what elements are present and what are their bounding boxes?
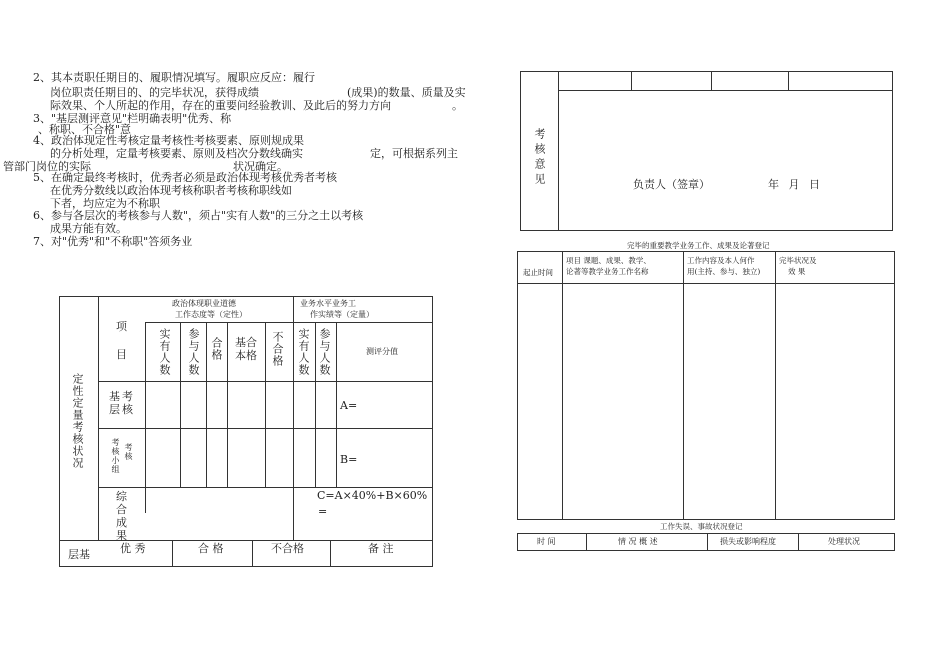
note-line-5b: 在优秀分数线以政治体现考核称职者考核称职线如 xyxy=(50,184,292,197)
note-line-2: 2、其本责职任期目的、履职情况填写。履职应反应：履行 xyxy=(33,71,315,84)
note-line-4e: 状况确定。 xyxy=(233,160,288,173)
col-fail: 不合格 xyxy=(271,331,284,367)
col-participate-2: 参与人数 xyxy=(318,328,331,376)
composite-formula-eq: = xyxy=(318,505,328,518)
note-line-2b: 岗位职责任期目的、的完毕状况，获得成绩 xyxy=(50,86,259,99)
work-col-role-1: 工作内容及本人何作 xyxy=(687,256,755,265)
row-composite-label: 综合成果 xyxy=(116,490,127,542)
row-group-label-1: 考核小组 xyxy=(111,438,120,474)
col-score: 测评分值 xyxy=(366,347,398,356)
note-line-6: 6、参与各层次的考核参与人数"，须占"实有人数"的三分之土以考核 xyxy=(33,209,364,222)
bottom-excellent: 优 秀 xyxy=(120,542,146,555)
note-line-5c: 下者，均应定为不称职 xyxy=(50,197,160,210)
work-col-status-1: 完毕状况及 xyxy=(779,256,817,265)
col-actual-2: 实有人数 xyxy=(297,328,310,376)
note-line-6b: 成果方能有效。 xyxy=(50,222,127,235)
col-participate: 参与人数 xyxy=(187,328,200,376)
note-line-4b: 的分析处理，定量考核要素、原则及档次分数线确实 xyxy=(50,147,303,160)
review-box-border xyxy=(520,71,893,231)
group-politics-header-2: 工作态度等（定性） xyxy=(175,310,247,319)
note-line-7: 7、对"优秀"和"不称职"答须务业 xyxy=(33,235,193,248)
row-grassroots-label-2: 考核 xyxy=(122,390,133,416)
work-col-status-2: 效 果 xyxy=(788,267,806,276)
side-title: 定性定量考核状况 xyxy=(71,373,84,469)
note-line-3b: 、称职、不合格"意 xyxy=(38,123,132,136)
item-label-2: 目 xyxy=(116,348,127,361)
col-basic-pass-1: 基合 xyxy=(235,336,257,349)
note-line-5: 5、在确定最终考核时，优秀者必须是政治体现考核优秀者考核 xyxy=(33,171,337,184)
errors-table-title: 工作失误、事故状况登记 xyxy=(660,522,743,531)
item-label-1: 项 xyxy=(116,320,127,333)
work-col-time: 起止时间 xyxy=(523,268,553,277)
note-line-4: 4、政治体现定性考核定量考核性考核要素、原则规成果 xyxy=(33,134,304,147)
row-group-label-2: 考核 xyxy=(124,443,133,461)
note-line-2c: (成果)的数量、质量及实 xyxy=(347,86,466,99)
bottom-remark: 备 注 xyxy=(368,542,394,555)
review-signature: 负责人（签章） xyxy=(633,178,710,191)
errors-col-desc: 情 况 概 述 xyxy=(618,537,658,546)
bottom-pass: 合 格 xyxy=(198,542,224,555)
errors-col-time: 时 间 xyxy=(537,537,556,546)
errors-col-loss: 损失或影响程度 xyxy=(720,537,776,546)
work-col-role-2: 用(主持、参与、独立) xyxy=(687,267,761,276)
group-politics-header-1: 政治体现职业道德 xyxy=(172,299,236,308)
row-grassroots-label-1: 基层 xyxy=(109,390,120,416)
review-date: 年 月 日 xyxy=(768,178,820,191)
group-perf-header-1: 业务水平业务工 xyxy=(300,299,356,308)
note-line-3: 3、"基层测评意见"栏明确表明"优秀、称 xyxy=(33,112,232,125)
review-label: 考核意见 xyxy=(533,128,546,188)
col-basic-pass-2: 本格 xyxy=(235,349,257,362)
bottom-row-label: 层基 xyxy=(68,548,90,561)
work-col-project-1: 项目 课题、成果、教学、 xyxy=(566,256,651,265)
work-table-title: 完毕的重要教学业务工作、成果及论著登记 xyxy=(627,241,770,250)
work-col-project-2: 论著等教学业务工作名称 xyxy=(566,267,649,276)
col-pass: 合格 xyxy=(210,337,223,361)
composite-formula: C=A×40%+B×60% xyxy=(317,489,428,502)
work-table-border xyxy=(517,251,895,520)
note-line-2e: 。 xyxy=(452,99,463,112)
errors-col-handle: 处理状况 xyxy=(828,537,860,546)
score-a: A= xyxy=(340,399,358,412)
score-b: B= xyxy=(340,453,358,466)
note-line-4d: 管部门岗位的实际 xyxy=(3,160,91,173)
bottom-fail: 不合格 xyxy=(271,542,304,555)
note-line-4c: 定，可根据系列主 xyxy=(370,147,458,160)
note-line-2d: 际效果、个人所起的作用，存在的重要问经验教训、及此后的努力方向 xyxy=(50,99,391,112)
col-actual: 实有人数 xyxy=(158,328,171,376)
group-perf-header-2: 作实绩等（定量） xyxy=(310,310,374,319)
